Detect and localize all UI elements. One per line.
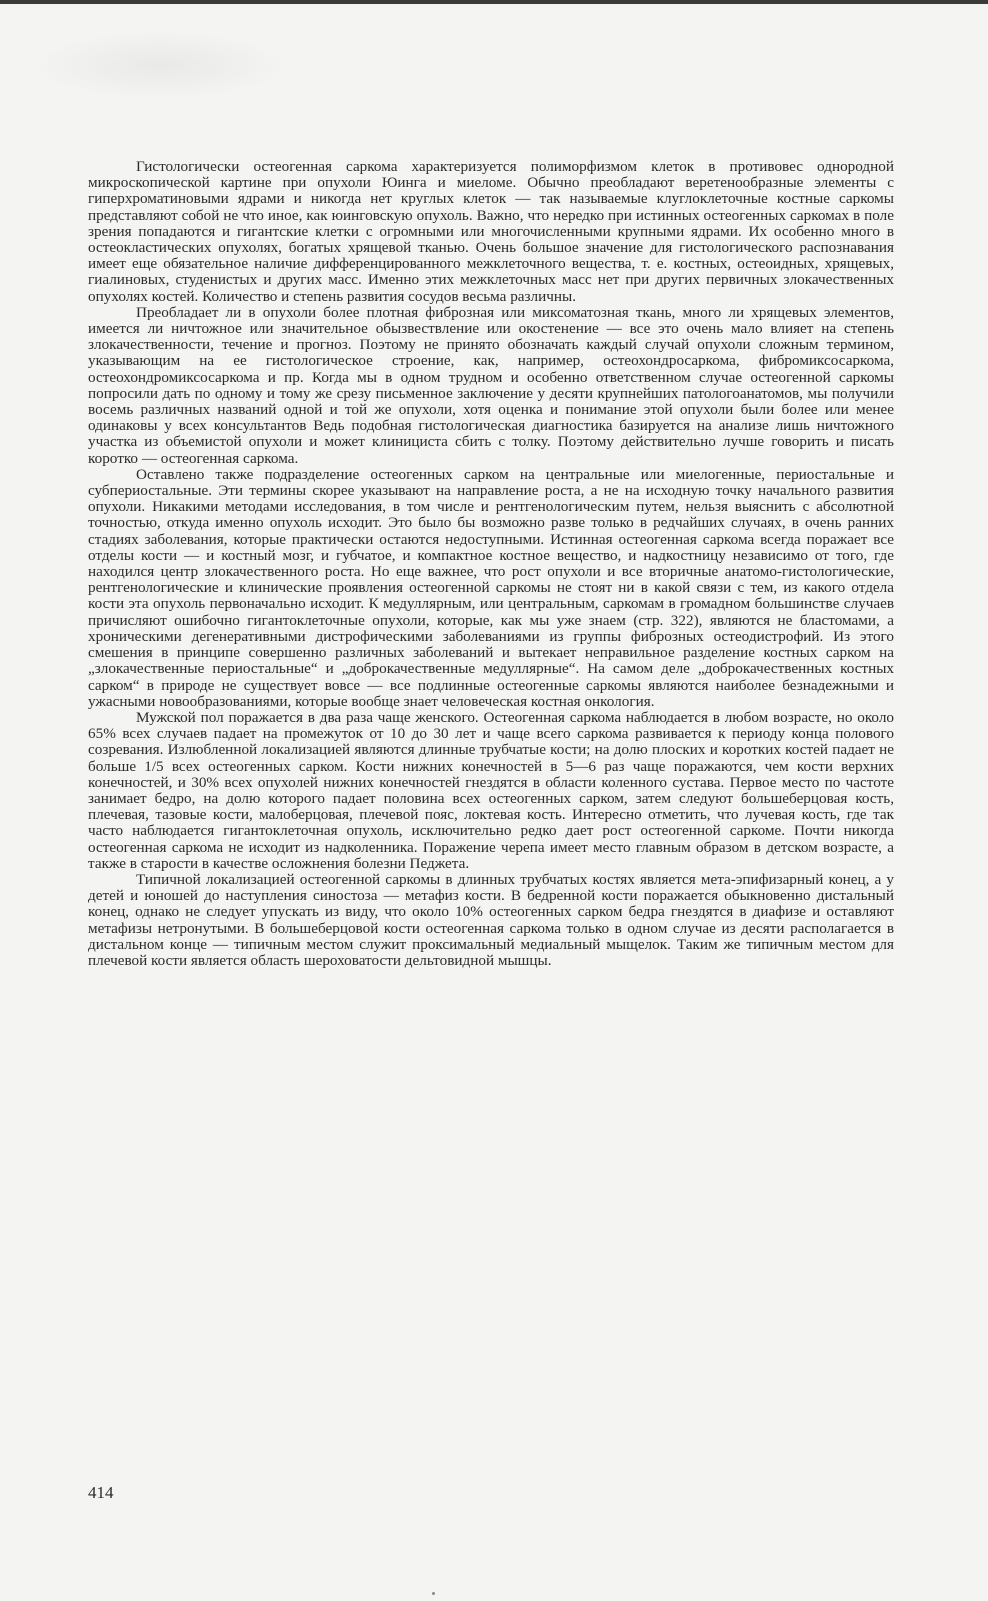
paragraph-tissue-types: Преобладает ли в опухоли более плотная фиброзная или миксоматозная ткань, много ли хрящевых элементов, имеется ли ничтожное или значительное обызвествление или окостенение — все это очень мало влияет на степень злокачественности, течение и прогноз. Поэтому не принято обозначать каждый случай опухоли сложным термином, указывающим на ее гистологическое строение, как, например, остеохондросаркома, фибромиксосаркома, остеохондромиксосаркома и пр. Когда мы в одном трудном и особенно ответственном случае остеогенной саркомы попросили дать по одному и тому же срезу письменное заключение у десяти крупнейших патологоанатомов, мы получили восемь различных названий одной и той же опухоли, хотя оценка и понимание этой опухоли были более или менее одинаковы у всех консультантов Ведь подобная гистологическая диагностика базируется на анализе лишь ничтожного участка из объемистой опухоли и может клинициста сбить с толку. Поэтому действительно лучше говорить и писать коротко — остеогенная саркома. — [88, 303, 894, 467]
paragraph-localization: Типичной локализацией остеогенной саркомы в длинных трубчатых костях является мета-эпифизарный конец, а у детей и юношей до наступления синостоза — метафиз кости. В бедренной кости поражается обыкновенно дистальный конец, однако не следует упускать из виду, что около 10% остеогенных сарком бедра гнездятся в диафизе и оставляют метафизы нетронутыми. В большеберцовой кости остеогенная саркома только в одном случае из десяти располагается в дистальном конце — типичным местом служит проксимальный медиальный мыщелок. Таким же типичным местом для плечевой кости является область шероховатости дельтовидной мышцы. — [88, 870, 894, 969]
paragraph-classification: Оставлено также подразделение остеогенных сарком на центральные или миелогенные, периостальные и субпериостальные. Эти термины скорее указывают на направление роста, а не на исходную точку начального развития опухоли. Никакими методами исследования, в том числе и рентгенологическим путем, нельзя выяснить с абсолютной точностью, откуда именно опухоль исходит. Это было бы возможно разве только в редчайших случаях, в очень ранних стадиях заболевания, которые практически остаются недоступными. Истинная остеогенная саркома всегда поражает все отделы кости — и костный мозг, и губчатое, и компактное костное вещество, и надкостницу независимо от того, где находился центр злокачественного роста. Но еще важнее, что рост опухоли и все вторичные анатомо-гистологические, рентгенологические и клинические проявления остеогенной саркомы не стоят ни в какой связи с тем, из какого отдела кости эта опухоль первоначально исходит. К медуллярным, или центральным, саркомам в громадном большинстве случаев причисляют ошибочно гигантоклеточные опухоли, которые, как мы уже знаем (стр. 322), являются не бластомами, а хроническими дегенеративными дистрофическими заболеваниями из группы фиброзных остеодистрофий. Из этого смешения в принципе совершенно различных заболеваний и вытекает неправильное разделение костных сарком на „злокачественные периостальные“ и „доброкачественные медуллярные“. На самом деле „доброкачественных костных сарком“ в природе не существует вовсе — все подлинные остеогенные саркомы являются наиболее безнадежными и ужасными новообразованиями, которые вообще знает человеческая костная онкология. — [88, 465, 894, 710]
scan-dot — [432, 1592, 435, 1595]
paragraph-histology: Гистологически остеогенная саркома характеризуется полиморфизмом клеток в противовес однородной микроскопической картине при опухоли Юинга и миеломе. Обычно преобладают веретенообразные элементы с гиперхроматиновыми ядрами и никогда нет круглых клеток — так называемые клуглоклеточные костные саркомы представляют собой не что иное, как юинговскую опухоль. Важно, что нередко при истинных остеогенных саркомах в поле зрения попадаются и гигантские клетки с огромными или многочисленными крупными ядрами. Их особенно много в остеокластических опухолях, богатых хрящевой тканью. Очень большое значение для гистологического распознавания имеет еще обязательное наличие дифференцированного межклеточного вещества, т. е. костных, остеоидных, хрящевых, гиалиновых, студенистых и других масс. Именно этих межклеточных масс нет при других первичных злокачественных опухолях костей. Количество и степень развития сосудов весьма различны. — [88, 158, 894, 305]
paragraph-epidemiology: Мужской пол поражается в два раза чаще женского. Остеогенная саркома наблюдается в любом возрасте, но около 65% всех случаев падает на промежуток от 10 до 30 лет и чаще всего саркома развивается к периоду конца полового созревания. Излюбленной локализацией являются длинные трубчатые кости; на долю плоских и коротких костей падает не больше 1/5 всех остеогенных сарком. Кости нижних конечностей в 5—6 раз чаще поражаются, чем кости верхних конечностей, и 30% всех опухолей нижних конечностей гнездятся в области коленного сустава. Первое место по частоте занимает бедро, на долю которого падает половина всех остеогенных сарком, затем следуют большеберцовая кость, плечевая, тазовые кости, малоберцовая, плечевой пояс, локтевая кость. Интересно отметить, что лучевая кость, где так часто наблюдается гигантоклеточная опухоль, исключительно редко дает рост остеогенной саркоме. Почти никогда остеогенная саркома не исходит из надколенника. Поражение черепа имеет место главным образом в детском возрасте, а также в старости в качестве осложнения болезни Педжета. — [88, 708, 894, 872]
top-border-line — [0, 0, 988, 4]
scan-smudge — [30, 30, 290, 100]
page-number: 414 — [88, 1483, 114, 1502]
page-body — [88, 159, 894, 969]
